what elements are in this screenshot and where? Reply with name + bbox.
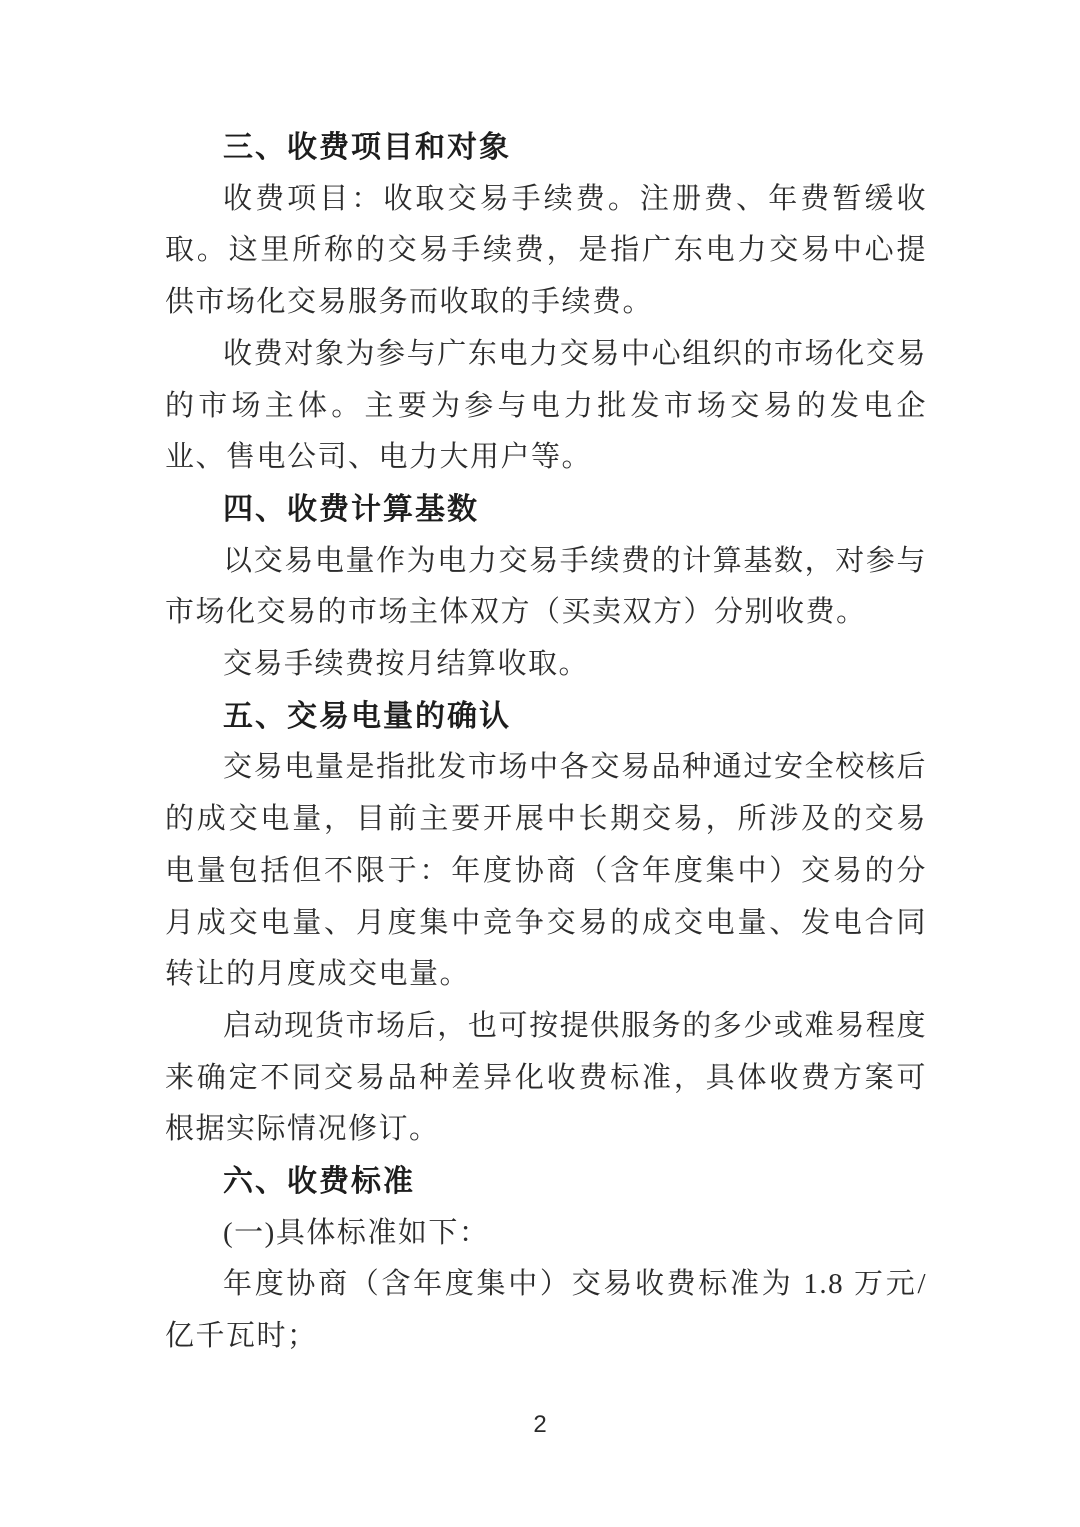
paragraph-fee-items: 收费项目：收取交易手续费。注册费、年费暂缓收取。这里所称的交易手续费，是指广东电力交易中心提供市场化交易服务而收取的手续费。 bbox=[165, 182, 927, 319]
section-heading-calc-base: 四、收费计算基数 bbox=[223, 492, 479, 526]
paragraph-annual-rate: 年度协商（含年度集中）交易收费标准为 1.8 万元/亿千瓦时； bbox=[165, 1268, 927, 1353]
page-number: 2 bbox=[533, 1411, 547, 1438]
document-body bbox=[165, 122, 927, 1363]
paragraph-standard-intro: (一)具体标准如下： bbox=[223, 1216, 490, 1249]
section-heading-fee-standard: 六、收费标准 bbox=[223, 1165, 415, 1199]
paragraph-volume-definition: 交易电量是指批发市场中各交易品种通过安全校核后的成交电量，目前主要开展中长期交易，所涉及的交易电量包括但不限于：年度协商（含年度集中）交易的分月成交电量、月度集中竞争交易的成交电量、发电合同转让的月度成交电量。 bbox=[165, 751, 927, 991]
paragraph-spot-market: 启动现货市场后，也可按提供服务的多少或难易程度来确定不同交易品种差异化收费标准，具体收费方案可根据实际情况修订。 bbox=[165, 1009, 927, 1146]
paragraph-monthly-settlement: 交易手续费按月结算收取。 bbox=[223, 648, 590, 681]
paragraph-fee-targets: 收费对象为参与广东电力交易中心组织的市场化交易的市场主体。主要为参与电力批发市场交易的发电企业、售电公司、电力大用户等。 bbox=[165, 337, 927, 474]
section-heading-fee-items: 三、收费项目和对象 bbox=[223, 131, 511, 164]
paragraph-calc-base: 以交易电量作为电力交易手续费的计算基数，对参与市场化交易的市场主体双方（买卖双方）分别收费。 bbox=[165, 544, 927, 629]
section-heading-volume-confirm: 五、交易电量的确认 bbox=[223, 699, 511, 733]
